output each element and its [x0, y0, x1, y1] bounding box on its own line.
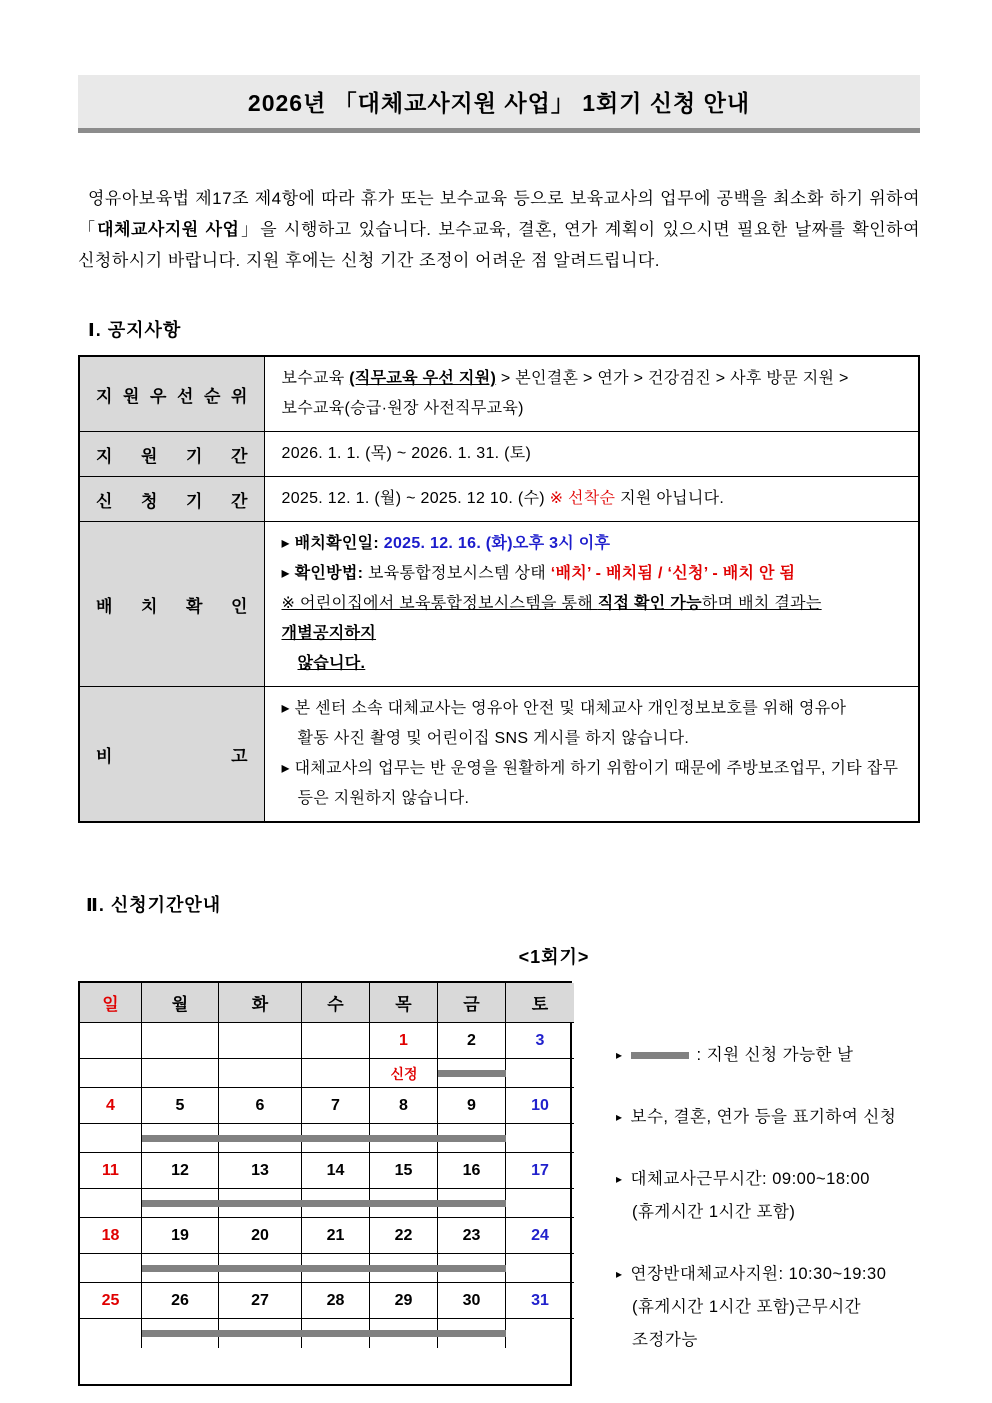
- calendar-cell: 2: [438, 1023, 506, 1059]
- calendar-cell: 6: [219, 1088, 302, 1124]
- legend-item: [616, 1101, 920, 1134]
- text-run: 2025. 12. 16. (화)오후 3시 이후: [383, 535, 611, 552]
- calendar-cell: [506, 1254, 574, 1283]
- calendar-cell: 24: [506, 1218, 574, 1254]
- calendar-cell: [506, 1059, 574, 1088]
- text-run: (직무교육 우선 지원): [349, 370, 497, 387]
- text-run: 보수교육: [281, 370, 350, 387]
- text-run: 않습니다.: [297, 655, 366, 672]
- calendar-cell: 12: [142, 1153, 219, 1189]
- section2-heading: Ⅱ. 신청기간안내: [86, 895, 222, 915]
- legend-text: 연장반대체교사지원: 10:30~19:30: [630, 1265, 887, 1283]
- legend-text: 대체교사근무시간: 09:00~18:00: [630, 1170, 870, 1188]
- application-available-bar: [142, 1330, 506, 1337]
- text-run: > 본인결혼 > 연가 > 건강검진 > 사후 방문 지원 >: [496, 370, 849, 387]
- notice-row-label: 배 치 확 인: [79, 522, 264, 687]
- calendar-cell: 16: [438, 1153, 506, 1189]
- available-day-bar-icon: [631, 1052, 689, 1059]
- calendar-cell: 5: [142, 1088, 219, 1124]
- legend-text-cont: (휴게시간 1시간 포함)근무시간 조정가능: [632, 1298, 862, 1349]
- text-run: 」을 시행하고 있습니다. 보수교육, 결혼, 연가 계획이 있으시면 필요한 날짜를 확인하여 신청하시기 바랍니다. 지원 후에는 신청 기간 조정이 어려운 점 알려드립니다.: [78, 220, 921, 270]
- bullet-icon: ▸: [616, 1172, 623, 1186]
- text-run: 지원 아닙니다.: [615, 490, 725, 507]
- text-run: ※ 선착순: [549, 490, 616, 507]
- calendar-section: [78, 981, 920, 1386]
- notice-value-line: [282, 439, 909, 469]
- text-run: ▸ 대체교사의 업무는 반 운영을 원활하게 하기 위함이기 때문에 주방보조업무, 기타 잡무: [281, 760, 899, 777]
- calendar-cell: 7: [302, 1088, 370, 1124]
- calendar-cell: 11: [80, 1153, 142, 1189]
- calendar-cell: [80, 1059, 142, 1088]
- notice-value-line: [282, 724, 909, 754]
- calendar-cell: [80, 1254, 142, 1283]
- notice-row-label: 비 고: [79, 687, 264, 823]
- legend-item: [616, 1258, 920, 1357]
- text-run: 배치확인일:: [294, 535, 379, 552]
- calendar-cell: 18: [80, 1218, 142, 1254]
- calendar-cell: 20: [219, 1218, 302, 1254]
- notice-row-value: [264, 432, 919, 477]
- calendar-cell: 29: [370, 1283, 438, 1319]
- text-run: 보수교육(승급·원장 사전직무교육): [281, 400, 524, 417]
- text-run: ▸: [281, 535, 295, 552]
- calendar-cell: [302, 1023, 370, 1059]
- title-bar: [78, 75, 920, 133]
- calendar-cell: 22: [370, 1218, 438, 1254]
- calendar-cell: 8: [370, 1088, 438, 1124]
- notice-row-value: [264, 477, 919, 522]
- calendar-cell: 28: [302, 1283, 370, 1319]
- calendar-day-header-cell: 목: [370, 983, 438, 1023]
- notice-value-line: [282, 649, 909, 679]
- legend-text: 보수, 결혼, 연가 등을 표기하여 신청: [630, 1108, 897, 1126]
- notice-row: [79, 432, 919, 477]
- notice-value-line: [282, 364, 909, 394]
- calendar-cell: [80, 1319, 142, 1348]
- notice-value-line: [282, 589, 909, 649]
- calendar-cell: 15: [370, 1153, 438, 1189]
- text-run: ▸ 본 센터 소속 대체교사는 영유아 안전 및 대체교사 개인정보보호를 위해 영유아: [281, 700, 847, 717]
- notice-value-line: [282, 394, 909, 424]
- calendar-cell: [142, 1059, 219, 1088]
- calendar-cell: 31: [506, 1283, 574, 1319]
- text-run: 대체교사지원 사업: [97, 220, 240, 239]
- calendar-session-title: <1회기>: [518, 947, 590, 967]
- calendar-cell: [80, 1023, 142, 1059]
- calendar-cell: [506, 1319, 574, 1348]
- legend-item: [616, 1163, 920, 1229]
- calendar-grid: [78, 981, 572, 1386]
- calendar-day-header-cell: 수: [302, 983, 370, 1023]
- notice-row: [79, 687, 919, 823]
- calendar-cell: 19: [142, 1218, 219, 1254]
- calendar-cell: 4: [80, 1088, 142, 1124]
- notice-row-value: [264, 522, 919, 687]
- notice-row-label: 지 원 기 간: [79, 432, 264, 477]
- notice-row-value: [264, 356, 919, 432]
- text-run: 보육통합정보시스템 상태: [363, 565, 551, 582]
- calendar-cell: 1: [370, 1023, 438, 1059]
- calendar-cell: 17: [506, 1153, 574, 1189]
- calendar-cell: 30: [438, 1283, 506, 1319]
- bullet-icon: ▸: [616, 1048, 623, 1062]
- calendar-cell: [80, 1124, 142, 1153]
- calendar-cell: 26: [142, 1283, 219, 1319]
- calendar-cell: 10: [506, 1088, 574, 1124]
- calendar-cell: [142, 1023, 219, 1059]
- text-run: 확인방법:: [294, 565, 364, 582]
- notice-value-line: [282, 559, 909, 589]
- text-run: 등은 지원하지 않습니다.: [297, 790, 470, 807]
- legend-text: : 지원 신청 가능한 날: [696, 1046, 854, 1064]
- bullet-icon: ▸: [616, 1267, 623, 1281]
- application-available-bar: [438, 1070, 506, 1077]
- holiday-label: 신정: [390, 1065, 418, 1082]
- calendar-cell: [506, 1124, 574, 1153]
- text-run: 개별공지하지: [281, 625, 377, 642]
- text-run: ※ 어린이집에서 보육통합정보시스템을 통해: [281, 595, 598, 612]
- calendar-cell: 23: [438, 1218, 506, 1254]
- intro-paragraph: [78, 183, 920, 276]
- calendar-day-header-cell: 금: [438, 983, 506, 1023]
- text-run: 직접 확인 가능: [597, 595, 702, 612]
- calendar-cell: [506, 1189, 574, 1218]
- notice-table-body: [79, 356, 919, 822]
- application-available-bar: [142, 1135, 506, 1142]
- notice-table: [78, 355, 920, 823]
- application-available-bar: [142, 1200, 506, 1207]
- notice-row: [79, 356, 919, 432]
- text-run: 2026. 1. 1. (목) ~ 2026. 1. 31. (토): [281, 445, 532, 462]
- text-run: ▸: [281, 565, 295, 582]
- calendar-cell: [219, 1059, 302, 1088]
- calendar-day-header-cell: 토: [506, 983, 574, 1023]
- calendar-legend: [616, 981, 920, 1386]
- calendar-cell: 25: [80, 1283, 142, 1319]
- text-run: 영유아보육법 제17조 제4항에 따라 휴가 또는 보수교육 등으로 보육교사의 업무에 공백을 최소화 하기 위하여 「: [78, 189, 920, 239]
- text-run: 활동 사진 촬영 및 어린이집 SNS 게시를 하지 않습니다.: [297, 730, 690, 747]
- calendar-day-header-cell: 월: [142, 983, 219, 1023]
- page-title: 2026년 「대체교사지원 사업」 1회기 신청 안내: [247, 90, 751, 116]
- legend-item: [616, 1039, 920, 1072]
- notice-value-line: [282, 484, 909, 514]
- section1-heading: Ⅰ. 공지사항: [88, 320, 182, 340]
- notice-value-line: [282, 694, 909, 724]
- calendar-day-header-cell: 화: [219, 983, 302, 1023]
- calendar-cell: [80, 1189, 142, 1218]
- calendar-day-header-cell: 일: [80, 983, 142, 1023]
- notice-row-label: 신 청 기 간: [79, 477, 264, 522]
- notice-row: [79, 477, 919, 522]
- notice-row: [79, 522, 919, 687]
- calendar-cell: [219, 1023, 302, 1059]
- calendar-cell: [302, 1059, 370, 1088]
- notice-value-line: [282, 754, 909, 784]
- calendar-cell: 3: [506, 1023, 574, 1059]
- calendar-cell: 14: [302, 1153, 370, 1189]
- text-run: ‘배치’ - 배치됨 / ‘신청’ - 배치 안 됨: [550, 565, 796, 582]
- application-available-bar: [142, 1265, 506, 1272]
- calendar-cell: 27: [219, 1283, 302, 1319]
- text-run: 하며 배치 결과는: [701, 595, 822, 612]
- text-run: 2025. 12. 1. (월) ~ 2025. 12 10. (수): [281, 490, 550, 507]
- notice-value-line: [282, 529, 909, 559]
- notice-value-line: [282, 784, 909, 814]
- notice-row-label: 지 원 우 선 순 위: [79, 356, 264, 432]
- bullet-icon: ▸: [616, 1110, 623, 1124]
- calendar-cell: 9: [438, 1088, 506, 1124]
- notice-row-value: [264, 687, 919, 823]
- legend-text-cont: (휴게시간 1시간 포함): [632, 1203, 796, 1221]
- calendar-cell: 13: [219, 1153, 302, 1189]
- calendar-cell: 21: [302, 1218, 370, 1254]
